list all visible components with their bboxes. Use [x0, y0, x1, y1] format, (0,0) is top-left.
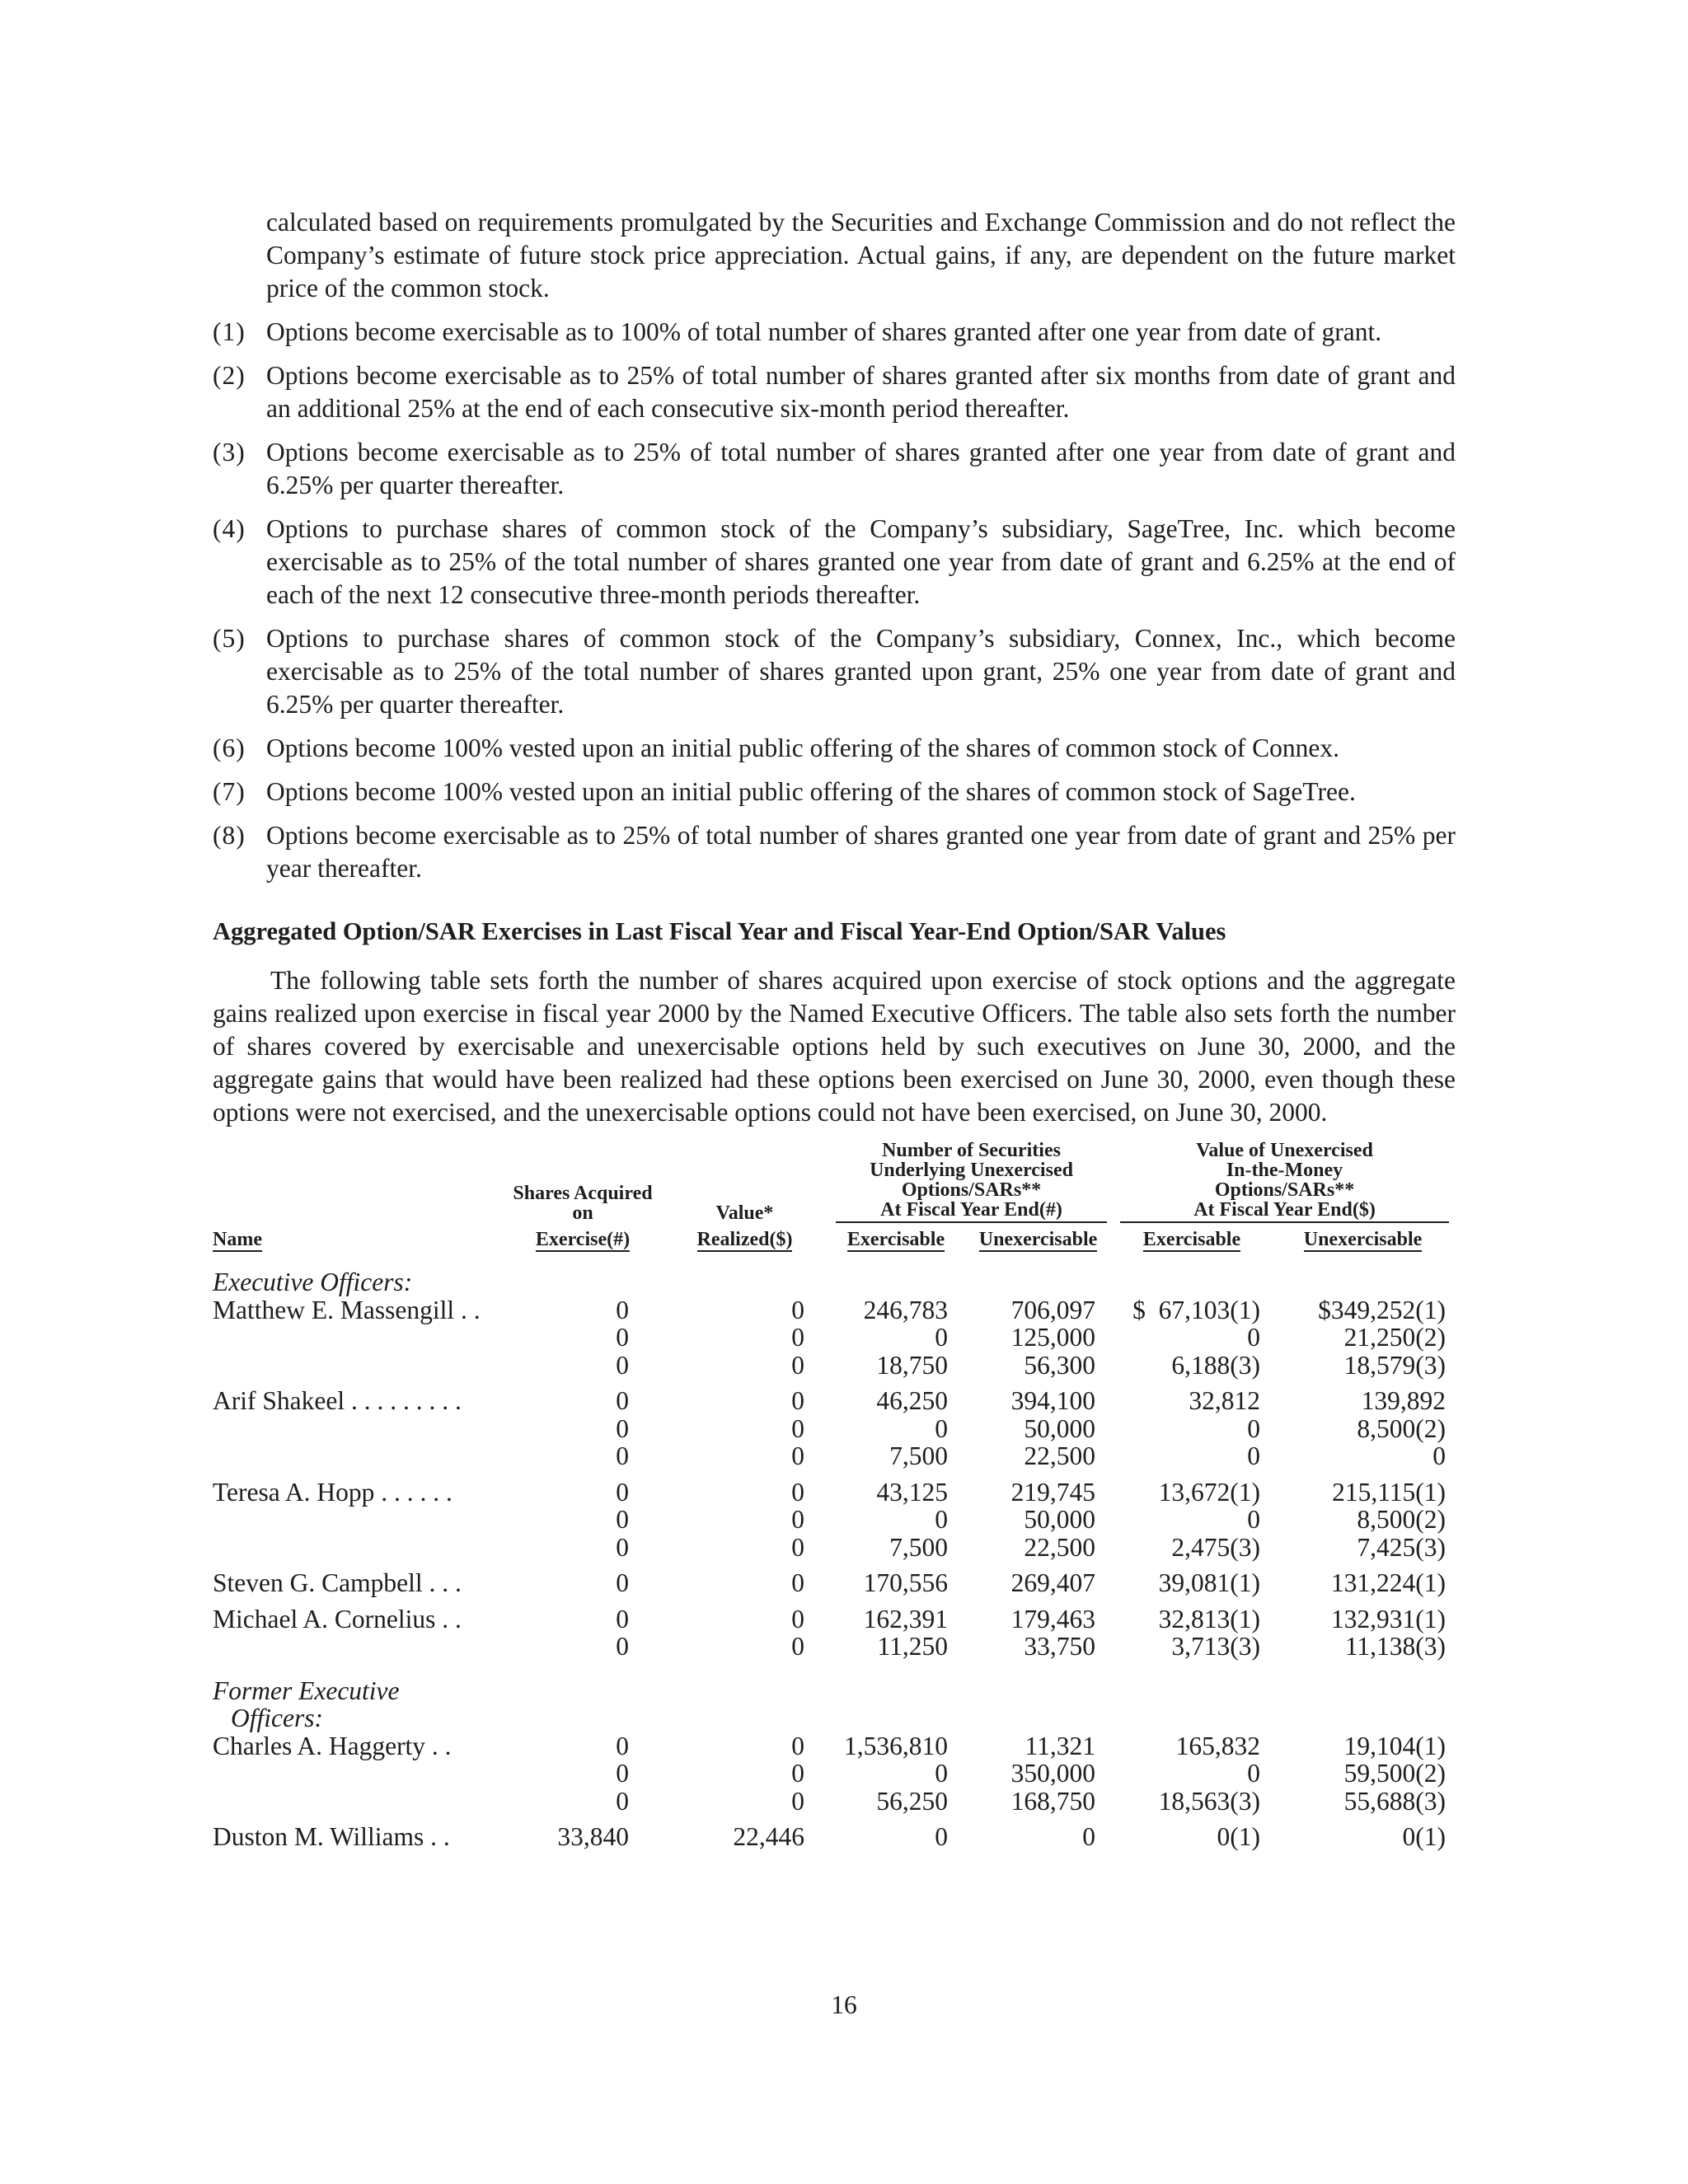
footnote-item	[213, 359, 1456, 425]
value-realized-cell: 0	[791, 1350, 804, 1380]
unexercisable-cell: 219,745	[1010, 1477, 1096, 1507]
value-unexercisable-cell: 7,425(3)	[1357, 1532, 1447, 1562]
unexercisable-cell: 125,000	[1010, 1323, 1096, 1352]
exercisable-cell: 1,536,810	[844, 1731, 948, 1760]
unexercisable-cell: 269,407	[1010, 1568, 1096, 1597]
unexercisable-cell: 350,000	[1010, 1759, 1096, 1788]
footnote-text: Options become exercisable as to 25% of total number of shares granted one year from date of grant and 25% per year thereafter.	[266, 821, 1456, 883]
officer-name	[213, 1633, 505, 1661]
value-realized-cell: 0	[791, 1786, 804, 1816]
value-realized-cell: 0	[791, 1477, 804, 1507]
shares-acquired-cell: 0	[616, 1632, 629, 1661]
shares-acquired-cell: 0	[616, 1505, 629, 1534]
table-row	[213, 1534, 1456, 1562]
unexercisable-cell: 33,750	[1024, 1632, 1096, 1661]
unexercisable-cell: 11,321	[1025, 1731, 1096, 1760]
shares-acquired-cell: 0	[616, 1386, 629, 1415]
executive-officers-label: Executive Officers:	[213, 1268, 413, 1296]
unexercisable-cell: 0	[1082, 1822, 1096, 1851]
value-exercisable-cell: 0	[1247, 1413, 1261, 1443]
unexercisable-cell: 50,000	[1024, 1413, 1096, 1443]
value-unexercisable-cell: 139,892	[1361, 1386, 1447, 1415]
value-exercisable-cell: 0	[1247, 1323, 1261, 1352]
exercisable-cell: 43,125	[876, 1477, 948, 1507]
table-row	[213, 1296, 1456, 1324]
footnote-item	[213, 819, 1456, 885]
shares-acquired-cell: 0	[616, 1350, 629, 1380]
table-row	[213, 1470, 1456, 1507]
value-unexercisable-cell: 0(1)	[1402, 1822, 1447, 1851]
value-unexercisable-cell: 19,104(1)	[1343, 1731, 1447, 1760]
value-realized-cell: 0	[791, 1505, 804, 1534]
officer-name	[213, 1534, 505, 1562]
officer-name: Steven G. Campbell . . .	[213, 1568, 462, 1597]
exercisable-cell: 170,556	[863, 1568, 948, 1597]
value-realized-cell: 0	[791, 1568, 804, 1597]
exercisable-cell: 0	[935, 1822, 948, 1851]
footnote-text: Options become 100% vested upon an initial public offering of the shares of common stock of Connex.	[266, 733, 1340, 762]
exercisable-cell: 0	[935, 1505, 948, 1534]
section-heading: Aggregated Option/SAR Exercises in Last Fiscal Year and Fiscal Year-End Option/SAR Values	[213, 917, 1226, 945]
officer-name: Teresa A. Hopp . . . . . .	[213, 1477, 452, 1507]
footnote-item	[213, 436, 1456, 502]
exercisable-header: Exercisable	[846, 1229, 945, 1250]
officer-name: Arif Shakeel . . . . . . . . .	[213, 1386, 462, 1415]
value-exercisable-header: Exercisable	[1142, 1229, 1241, 1250]
exercisable-cell: 0	[935, 1759, 948, 1788]
realized-header: Realized($)	[696, 1229, 793, 1250]
table-subheader-row	[213, 1223, 1456, 1252]
footnote-item	[213, 622, 1456, 721]
table-row	[213, 1506, 1456, 1534]
table-row	[213, 1760, 1456, 1788]
unexercisable-cell: 179,463	[1010, 1604, 1096, 1633]
value-unexercisable-cell: 132,931(1)	[1330, 1604, 1447, 1633]
table-row	[213, 1732, 1456, 1760]
officer-name	[213, 1788, 505, 1816]
table-row	[213, 1597, 1456, 1633]
officer-name	[213, 1442, 505, 1470]
exercisable-cell: 246,783	[863, 1295, 948, 1324]
unexercisable-cell: 168,750	[1010, 1786, 1096, 1816]
shares-acquired-cell: 0	[616, 1441, 629, 1470]
table-row	[213, 1415, 1456, 1443]
value-unexercisable-cell: 131,224(1)	[1330, 1568, 1447, 1597]
footnote-text: Options to purchase shares of common stock of the Company’s subsidiary, SageTree, Inc. which become exercisable as to 25% of the total number of shares granted one year from date of grant and 6.25% at the end of each of the next 12 consecutive three-month periods thereafter.	[266, 514, 1456, 609]
name-column-header: Name	[213, 1229, 262, 1250]
value-unexercisable-cell: 11,138(3)	[1344, 1632, 1447, 1661]
unexercisable-header: Unexercisable	[978, 1229, 1098, 1250]
value-realized-cell: 0	[791, 1413, 804, 1443]
table-row	[213, 1788, 1456, 1816]
footnote-number: (4)	[213, 514, 246, 543]
value-exercisable-cell: 6,188(3)	[1171, 1350, 1261, 1380]
footnote-text: Options become exercisable as to 25% of total number of shares granted after one year from date of grant and 6.25% per quarter thereafter.	[266, 438, 1456, 499]
value-unexercisable-cell: 55,688(3)	[1343, 1786, 1447, 1816]
value-unexercisable-header: Unexercisable	[1303, 1229, 1423, 1250]
value-exercisable-cell: 165,832	[1175, 1731, 1261, 1760]
footnote-number: (8)	[213, 821, 246, 850]
footnote-text: Options to purchase shares of common stock of the Company’s subsidiary, Connex, Inc., which become exercisable as to 25% of the total number of shares granted upon grant, 25% one year from date of grant and 6.25% per quarter thereafter.	[266, 624, 1456, 719]
exercise-count-header: Exercise(#)	[535, 1229, 631, 1250]
value-realized-cell: 0	[791, 1632, 804, 1661]
footnote-number: (3)	[213, 438, 246, 466]
exercisable-cell: 0	[935, 1413, 948, 1443]
value-unexercisable-cell: 59,500(2)	[1343, 1759, 1447, 1788]
unexercisable-cell: 706,097	[1010, 1295, 1096, 1324]
value-unexercisable-cell: 0	[1432, 1441, 1447, 1470]
unexercisable-cell: 22,500	[1024, 1532, 1096, 1562]
value-exercisable-cell: 0	[1247, 1505, 1261, 1534]
value-realized-cell: 0	[791, 1731, 804, 1760]
value-exercisable-cell: 18,563(3)	[1158, 1786, 1261, 1816]
exercisable-cell: 11,250	[877, 1632, 948, 1661]
footnote-item	[213, 316, 1456, 349]
value-group-header: Value of Unexercised In-the-Money Options/SARs** At Fiscal Year End($)	[1114, 1141, 1456, 1223]
shares-acquired-cell: 0	[616, 1532, 629, 1562]
officer-name: Charles A. Haggerty . .	[213, 1731, 452, 1760]
value-unexercisable-cell: 8,500(2)	[1357, 1505, 1447, 1534]
exercisable-cell: 7,500	[889, 1532, 948, 1562]
value-exercisable-cell: 13,672(1)	[1158, 1477, 1261, 1507]
shares-acquired-cell: 33,840	[557, 1822, 629, 1851]
value-exercisable-cell: 0	[1247, 1759, 1261, 1788]
shares-acquired-cell: 0	[616, 1568, 629, 1597]
shares-acquired-cell: 0	[616, 1731, 629, 1760]
officer-name	[213, 1352, 505, 1380]
exercisable-cell: 0	[935, 1323, 948, 1352]
value-exercisable-cell: 32,813(1)	[1158, 1604, 1261, 1633]
exercisable-cell: 46,250	[876, 1386, 948, 1415]
value-unexercisable-cell: $349,252(1)	[1318, 1295, 1447, 1324]
footnote-text: Options become 100% vested upon an initial public offering of the shares of common stock of SageTree.	[266, 777, 1356, 806]
shares-acquired-cell: 0	[616, 1759, 629, 1788]
officer-name	[213, 1760, 505, 1788]
value-exercisable-cell: 2,475(3)	[1171, 1532, 1261, 1562]
footnote-list	[213, 316, 1456, 885]
table-row	[213, 1815, 1456, 1851]
value-exercisable-cell: 0(1)	[1217, 1822, 1261, 1851]
unexercisable-cell: 22,500	[1024, 1441, 1096, 1470]
value-realized-cell: 0	[791, 1532, 804, 1562]
value-realized-cell: 0	[791, 1441, 804, 1470]
securities-group-header: Number of Securities Underlying Unexercised Options/SARs** At Fiscal Year End(#)	[829, 1141, 1114, 1223]
value-realized-cell: 0	[791, 1323, 804, 1352]
intro-continuation: calculated based on requirements promulgated by the Securities and Exchange Commission and do not reflect the Company’s estimate of future stock price appreciation. Actual gains, if any, are dependent on the future market price of the common stock.	[266, 208, 1456, 302]
officer-name: Michael A. Cornelius . .	[213, 1604, 462, 1633]
exercisable-cell: 56,250	[876, 1786, 948, 1816]
value-unexercisable-cell: 18,579(3)	[1343, 1350, 1447, 1380]
footnote-item	[213, 776, 1456, 808]
value-realized-cell: 0	[791, 1295, 804, 1324]
officer-name	[213, 1324, 505, 1352]
footnote-number: (2)	[213, 361, 246, 390]
unexercisable-cell: 50,000	[1024, 1505, 1096, 1534]
value-exercisable-cell: 39,081(1)	[1158, 1568, 1261, 1597]
section-row	[213, 1252, 1456, 1296]
officer-name	[213, 1506, 505, 1534]
value-realized-cell: 0	[791, 1386, 804, 1415]
shares-acquired-cell: 0	[616, 1786, 629, 1816]
footnote-text: Options become exercisable as to 100% of total number of shares granted after one year from date of grant.	[266, 317, 1382, 346]
footnote-number: (6)	[213, 733, 246, 762]
footnote-number: (5)	[213, 624, 246, 653]
value-exercisable-cell: 3,713(3)	[1171, 1632, 1261, 1661]
table-row	[213, 1442, 1456, 1470]
unexercisable-cell: 394,100	[1010, 1386, 1096, 1415]
value-unexercisable-cell: 21,250(2)	[1343, 1323, 1447, 1352]
value-exercisable-cell: $ 67,103(1)	[1132, 1295, 1261, 1324]
table-body-former	[213, 1661, 1456, 1851]
value-unexercisable-cell: 215,115(1)	[1332, 1477, 1447, 1507]
officer-name	[213, 1415, 505, 1443]
footnote-text: Options become exercisable as to 25% of total number of shares granted after six months from date of grant and an additional 25% at the end of each consecutive six-month period thereafter.	[266, 361, 1456, 423]
shares-acquired-cell: 0	[616, 1323, 629, 1352]
exercisable-cell: 18,750	[876, 1350, 948, 1380]
footnote-number: (7)	[213, 777, 246, 806]
footnote-item	[213, 513, 1456, 612]
shares-acquired-cell: 0	[616, 1295, 629, 1324]
page-number: 16	[831, 1990, 857, 2019]
shares-acquired-header: Shares Acquired on	[513, 1183, 653, 1224]
table-row	[213, 1352, 1456, 1380]
section-paragraph: The following table sets forth the number of shares acquired upon exercise of stock options and the aggregate gains realized upon exercise in fiscal year 2000 by the Named Executive Officers. The table also sets forth the number of shares covered by exercisable and unexercisable options held by such executives on June 30, 2000, and the aggregate gains that would have been realized had these options been exercised on June 30, 2000, even though these options were not exercised, and the unexercisable options could not have been exercised, on June 30, 2000.	[213, 966, 1456, 1127]
exercisable-cell: 162,391	[863, 1604, 948, 1633]
officer-name: Duston M. Williams . .	[213, 1822, 450, 1851]
exercisable-cell: 7,500	[889, 1441, 948, 1470]
table-row	[213, 1633, 1456, 1661]
table-row	[213, 1324, 1456, 1352]
unexercisable-cell: 56,300	[1024, 1350, 1096, 1380]
section-row	[213, 1661, 1456, 1732]
former-officers-label: Former Executive Officers:	[213, 1675, 400, 1732]
value-realized-cell: 0	[791, 1759, 804, 1788]
value-realized-cell: 22,446	[733, 1822, 804, 1851]
value-realized-header: Value*	[715, 1202, 774, 1224]
value-exercisable-cell: 32,812	[1189, 1386, 1261, 1415]
document-page	[213, 206, 1456, 1851]
option-exercise-table	[213, 1141, 1456, 1851]
shares-acquired-cell: 0	[616, 1604, 629, 1633]
table-header-row	[213, 1141, 1456, 1223]
footnote-item	[213, 732, 1456, 765]
officer-name: Matthew E. Massengill . .	[213, 1295, 481, 1324]
footnote-number: (1)	[213, 317, 246, 346]
table-body	[213, 1252, 1456, 1661]
value-unexercisable-cell: 8,500(2)	[1357, 1413, 1447, 1443]
value-realized-cell: 0	[791, 1604, 804, 1633]
shares-acquired-cell: 0	[616, 1413, 629, 1443]
table-row	[213, 1379, 1456, 1415]
value-exercisable-cell: 0	[1247, 1441, 1261, 1470]
shares-acquired-cell: 0	[616, 1477, 629, 1507]
table-row	[213, 1561, 1456, 1597]
